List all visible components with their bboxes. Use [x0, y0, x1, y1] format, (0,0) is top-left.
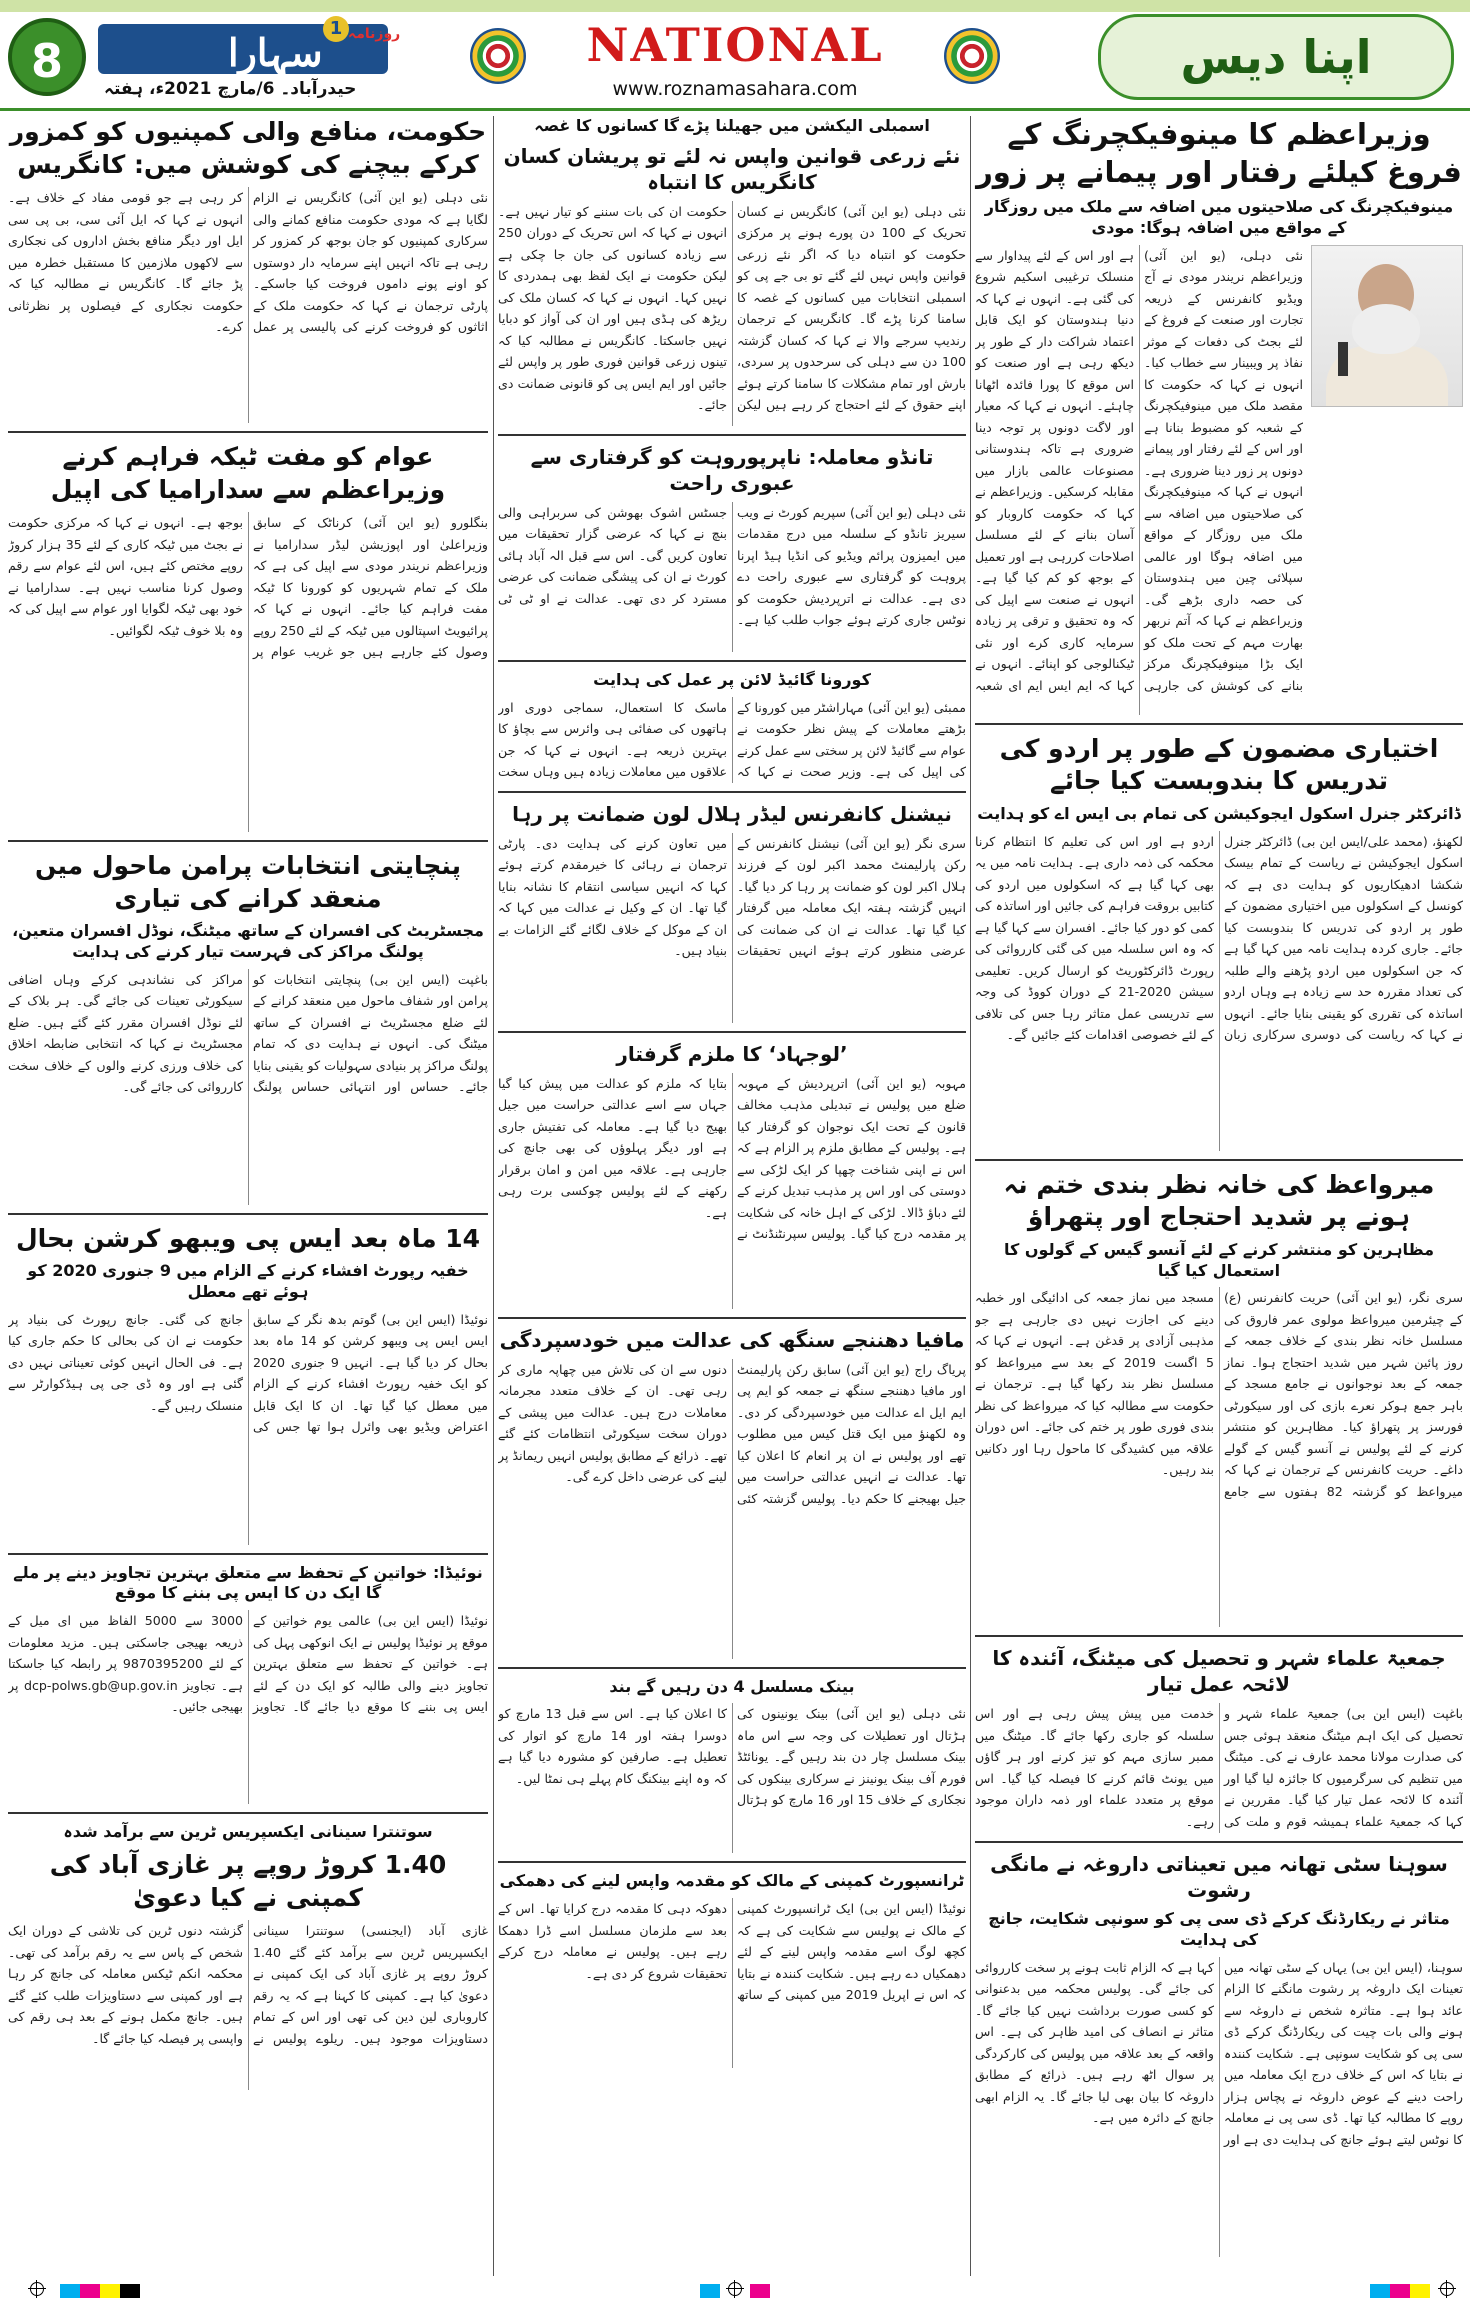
website-url: www.roznamasahara.com — [612, 78, 858, 100]
page-number: 8 — [8, 18, 86, 96]
article-separator — [8, 1553, 488, 1555]
masthead-rule — [0, 108, 1470, 111]
headline: میرواعظ کی خانہ نظر بندی ختم نہ ہونے پر شدید احتجاج اور پتھراؤ — [1003, 1169, 1435, 1232]
headline: سوہنا سٹی تھانہ میں تعیناتی داروغہ نے مانگی رشوت — [990, 1852, 1448, 1903]
middle-column — [498, 116, 966, 2076]
section-title-urdu: اپنا دیس — [1098, 14, 1454, 100]
article-separator — [8, 840, 488, 842]
subheadline: مینوفیکچرنگ کی صلاحیتوں میں اضافہ سے ملک میں روزگار کے مواقع میں اضافہ ہوگا: مودی — [984, 197, 1454, 238]
article-separator — [975, 723, 1463, 725]
newspaper-logo — [8, 14, 401, 104]
article-noida-sp-one-day — [8, 1563, 488, 1805]
masthead — [0, 0, 1470, 110]
print-registration-strip — [0, 2278, 1470, 2302]
registration-mark-icon — [30, 2282, 44, 2296]
headline: عوام کو مفت ٹیکہ فراہم کرنے وزیراعظم سے سدارامیا کی اپیل — [50, 442, 446, 504]
headline: بینک مسلسل 4 دن رہیں گے بند — [609, 1676, 855, 1696]
article-mirwaiz-protest — [975, 1169, 1463, 1628]
headline: اختیاری مضمون کے طور پر اردو کی تدریس کا بندوبست کیا جائے — [999, 733, 1439, 796]
headline: کورونا گائیڈ لائن پر عمل کی ہدایت — [593, 669, 871, 689]
color-bar-black — [120, 2284, 140, 2298]
color-bar-yellow — [100, 2284, 120, 2298]
color-bar-yellow — [1410, 2284, 1430, 2298]
color-bar-magenta — [750, 2284, 770, 2298]
article-congress-companies — [8, 116, 488, 423]
headline: 14 ماہ بعد ایس پی ویبھو کرشن بحال — [15, 1223, 481, 1253]
article-body: نئی دہلی، (یو این آئی) وزیراعظم نریندر مودی نے آج ویڈیو کانفرنس کے ذریعہ تجارت اور صنعت کے فروغ کے لئے بجٹ کی دفعات کے موثر نفاذ پر ویبینار سے خطاب کیا۔ انہوں نے کہا کہ حکومت کا مقصد ملک میں مینوفیکچرنگ کے شعبہ کو مضبوط بنانا ہے اور اس کے لئے رفتار اور پیمانے دونوں پر زور دینا ضروری ہے۔ انہوں نے کہا کہ مینوفیکچرنگ کی صلاحیتوں میں اضافہ سے ملک میں روزگار کے مواقع میں اضافہ ہوگا اور عالمی سپلائی چین میں ہندوستان کی حصہ داری بڑھے گی۔ وزیراعظم نے کہا کہ آتم نربھر بھارت مہم کے تحت ملک کو ایک بڑا مینوفیکچرنگ مرکز بنانے کی کوشش کی جارہی ہے اور اس کے لئے پیداوار سے منسلک ترغیبی اسکیم شروع کی گئی ہے۔ انہوں نے کہا کہ دنیا ہندوستان کو ایک قابل اعتماد شراکت دار کے طور پر دیکھ رہی ہے اور صنعت کو اس موقع کا پورا فائدہ اٹھانا چاہئے۔ انہوں نے کہا کہ معیار اور لاگت دونوں پر توجہ دینا ضروری ہے تاکہ ہندوستانی مصنوعات عالمی بازار میں مقابلہ کرسکیں۔ وزیراعظم نے کہا کہ حکومت کاروبار کو آسان بنانے کے لئے مسلسل اصلاحات کررہی ہے اور تعمیل کے بوجھ کو کم کیا گیا ہے۔ انہوں نے صنعت سے اپیل کی کہ وہ تحقیق و ترقی پر زیادہ سرمایہ کاری کرے اور نئی ٹیکنالوجی کو اپنائے۔ انہوں نے کہا کہ ایم ایس ایم ای شعبہ — [975, 247, 1303, 693]
article-separator — [975, 1635, 1463, 1637]
headline: حکومت، منافع والی کمپنیوں کو کمزور کرکے بیچنے کی کوشش میں: کانگریس — [9, 117, 487, 179]
subheadline: مجسٹریٹ کی افسران کے ساتھ میٹنگ، نوڈل افسران متعین، پولنگ مراکز کی فہرست تیار کرنے کی ہدایت — [12, 921, 484, 961]
subheadline: خفیہ رپورٹ افشاء کرنے کے الزام میں 9 جنوری 2020 کو ہوئے تھے معطل — [27, 1261, 469, 1301]
section-title-english: NATIONAL — [586, 18, 884, 72]
headline: 1.40 کروڑ روپے پر غازی آباد کی کمپنی نے کیا دعویٰ — [49, 1850, 447, 1912]
article-separator — [498, 434, 966, 436]
brand-bar — [98, 18, 401, 75]
modi-photo — [1311, 245, 1463, 407]
article-love-jihad — [498, 1041, 966, 1309]
article-body: لکھنؤ، (محمد علی/ایس این بی) ڈائرکٹر جنرل اسکول ایجوکیشن نے ریاست کے تمام بیسک شکشا ادھیکاریوں کو ہدایت دی ہے کہ کونسل کے اسکولوں میں اختیاری مضمون کے طور پر اردو کی تدریس کا بندوبست کیا جائے۔ جاری کردہ ہدایت نامہ میں کہا گیا ہے کہ جن اسکولوں میں اردو پڑھنے والے طلبہ کی تعداد مقررہ حد سے زیادہ ہے وہاں اردو اساتذہ کی تقرری کو یقینی بنایا جائے۔ انہوں نے کہا کہ ریاست کی دوسری سرکاری زبان اردو ہے اور اس کی تعلیم کا انتظام کرنا محکمہ کی ذمہ داری ہے۔ ہدایت نامہ میں یہ بھی کہا گیا ہے کہ اسکولوں میں اردو کی کتابیں بروقت فراہم کی جائیں اور اساتذہ کی کمی کو دور کیا جائے۔ افسران سے کہا گیا ہے کہ وہ اس سلسلہ میں کی گئی کارروائی کی رپورٹ ڈائرکٹوریٹ کو ارسال کریں۔ تعلیمی سیشن 2020-21 کے دوران کووڈ کی وجہ سے تدریسی عمل متاثر رہا جس کی تلافی کے لئے خصوصی اقدامات کئے جائیں گے۔ — [975, 833, 1463, 1043]
article-body: نئی دہلی (یو این آئی) بینک یونینوں کی ہڑتال اور تعطیلات کی وجہ سے اس ماہ بینک مسلسل چار دن بند رہیں گے۔ یونائٹڈ فورم آف بینک یونینز نے سرکاری بینکوں کی نجکاری کے خلاف 15 اور 16 مارچ کو ہڑتال کا اعلان کیا ہے۔ اس سے قبل 13 مارچ کو دوسرا ہفتہ اور 14 مارچ کو اتوار کی تعطیل ہے۔ صارفین کو مشورہ دیا گیا ہے کہ وہ اپنے بینکنگ کام پہلے ہی نمٹا لیں۔ — [498, 1706, 966, 1808]
rosette-icon-left — [470, 28, 526, 84]
logo-one-badge: 1 — [323, 16, 349, 42]
article-panchayat-elections — [8, 850, 488, 1205]
brand-tag: روزنامہ — [348, 26, 401, 42]
article-bank-closed — [498, 1677, 966, 1854]
article-separator — [498, 1667, 966, 1669]
article-dhananjay-singh — [498, 1327, 966, 1659]
article-body: نوئیڈا (ایس این بی) ایک ٹرانسپورٹ کمپنی کے مالک نے پولیس سے شکایت کی ہے کہ کچھ لوگ اسے مقدمہ واپس لینے کے لئے دھمکیاں دے رہے ہیں۔ شکایت کنندہ نے بتایا کہ اس نے اپریل 2019 میں کمپنی کے ساتھ دھوکہ دہی کا مقدمہ درج کرایا تھا۔ اس کے بعد سے ملزمان مسلسل اسے ڈرا دھمکا رہے ہیں۔ پولیس نے معاملہ درج کرکے تحقیقات شروع کر دی ہے۔ — [498, 1901, 966, 2003]
left-column — [8, 116, 488, 2098]
article-separator — [8, 431, 488, 433]
article-vaibhav-krishna — [8, 1223, 488, 1545]
article-separator — [975, 1159, 1463, 1161]
headline: پنچایتی انتخابات پرامن ماحول میں منعقد کرانے کی تیاری — [34, 851, 462, 913]
article-sohna-bribe — [975, 1851, 1463, 2257]
color-bar-cyan — [1370, 2284, 1390, 2298]
article-separator — [498, 1861, 966, 1863]
microphone-icon — [1338, 342, 1348, 376]
registration-mark-icon — [728, 2282, 742, 2296]
color-bar-magenta — [80, 2284, 100, 2298]
article-train-cash — [8, 1822, 488, 2090]
article-body: نئی دہلی (یو این آئی) کانگریس نے کسان تحریک کے 100 دن پورے ہونے پر مرکزی حکومت کو انتباہ دیا کہ اگر نئے زرعی قوانین واپس نہیں لئے گئے تو بی جے پی کو اسمبلی انتخابات میں کسانوں کے غصہ کا سامنا کرنا پڑے گا۔ کانگریس کے ترجمان رندیپ سرجے والا نے کہا کہ کسان گزشتہ 100 دن سے دہلی کی سرحدوں پر سردی، بارش اور تمام مشکلات کا سامنا کرتے ہوئے اپنے حقوق کے لئے احتجاج کر رہے ہیں لیکن حکومت ان کی بات سننے کو تیار نہیں ہے۔ انہوں نے کہا کہ اس تحریک کے دوران 250 سے زیادہ کسانوں کی جان جا چکی ہے لیکن حکومت نے ایک لفظ بھی ہمدردی کا نہیں کہا۔ انہوں نے کہا کہ کسان ملک کی ریڑھ کی ہڈی ہیں اور ان کی آواز کو دبایا نہیں جاسکتا۔ کانگریس نے مطالبہ کیا کہ تینوں زرعی قوانین فوری طور پر واپس لئے جائیں اور ایم ایس پی کو قانونی ضمانت دی جائے۔ — [498, 203, 966, 413]
article-separator — [498, 1031, 966, 1033]
article-farmers-congress — [498, 116, 966, 426]
dateline: حیدرآباد۔ 6/مارچ 2021ء، ہفتہ — [104, 79, 357, 99]
article-body: سری نگر (یو این آئی) نیشنل کانفرنس کے رکن پارلیمنٹ محمد اکبر لون کے فرزند ہلال اکبر لون کو ضمانت پر رہا کر دیا گیا۔ انہیں گزشتہ ہفتہ ایک معاملہ میں گرفتار کیا گیا تھا۔ عدالت نے ان کی ضمانت کی عرضی منظور کرتے ہوئے انہیں تحقیقات میں تعاون کرنے کی ہدایت دی۔ پارٹی ترجمان نے رہائی کا خیرمقدم کرتے ہوئے کہا کہ انہیں سیاسی انتقام کا نشانہ بنایا گیا تھا۔ ان کے وکیل نے عدالت میں کہا کہ ان کے موکل کے خلاف لگائے گئے الزامات بے بنیاد ہیں۔ — [498, 835, 966, 959]
article-body: نئی دہلی (یو این آئی) سپریم کورٹ نے ویب سیریز تانڈو کے سلسلہ میں درج مقدمات میں ایمیزون پرائم ویڈیو کی انڈیا ہیڈ اپرنا پروہت کو گرفتاری سے عبوری راحت دے دی ہے۔ عدالت نے اترپردیش حکومت کو نوٹس جاری کرتے ہوئے جواب طلب کیا ہے۔ جسٹس اشوک بھوشن کی سربراہی والی بنچ نے کہا کہ عرضی گزار تحقیقات میں تعاون کریں گی۔ اس سے قبل الہ آباد ہائی کورٹ نے ان کی پیشگی ضمانت کی عرضی مسترد کر دی تھی۔ عدالت نے او ٹی ٹی — [498, 504, 966, 628]
column-divider — [970, 116, 971, 2276]
registration-mark-icon — [1440, 2282, 1454, 2296]
color-bar-magenta — [1390, 2284, 1410, 2298]
headline: وزیراعظم کا مینوفیکچرنگ کے فروغ کیلئے رفتار اور پیمانے پر زور — [976, 117, 1462, 189]
article-body: باغپت (ایس این بی) جمعیۃ علماء شہر و تحصیل کی ایک اہم میٹنگ منعقد ہوئی جس کی صدارت مولانا محمد عارف نے کی۔ میٹنگ میں تنظیم کی سرگرمیوں کا جائزہ لیا گیا اور آئندہ کا لائحہ عمل تیار کیا گیا۔ مقررین نے کہا کہ جمعیۃ علماء ہمیشہ قوم و ملت کی خدمت میں پیش پیش رہی ہے اور اس سلسلہ کو جاری رکھا جائے گا۔ میٹنگ میں ممبر سازی مہم کو تیز کرنے اور ہر گاؤں میں یونٹ قائم کرنے کا فیصلہ کیا گیا۔ اس موقع پر متعدد علماء اور ذمہ داران موجود رہے۔ — [975, 1706, 1463, 1829]
masthead-top-strip — [0, 0, 1470, 12]
headline: جمعیۃ علماء شہر و تحصیل کی میٹنگ، آئندہ کا لائحہ عمل تیار — [992, 1646, 1446, 1697]
article-body: بنگلورو (یو این آئی) کرناٹک کے سابق وزیراعلیٰ اور اپوزیشن لیڈر سدارامیا نے وزیراعظم نریندر مودی سے اپیل کی ہے کہ ملک کے تمام شہریوں کو کورونا کا ٹیکہ مفت فراہم کیا جائے۔ انہوں نے کہا کہ پرائیویٹ اسپتالوں میں ٹیکہ کے لئے 250 روپے وصول کئے جارہے ہیں جو غریب عوام پر بوجھ ہے۔ انہوں نے کہا کہ مرکزی حکومت نے بجٹ میں ٹیکہ کاری کے لئے 35 ہزار کروڑ روپے مختص کئے ہیں، اس لئے عوام سے رقم وصول کرنا مناسب نہیں ہے۔ سدارامیا نے خود بھی ٹیکہ لگوایا اور عوام سے اپیل کی کہ وہ بلا خوف ٹیکہ لگوائیں۔ — [8, 515, 488, 659]
article-jamiat-meeting — [975, 1645, 1463, 1833]
article-separator — [8, 1213, 488, 1215]
article-body: سری نگر، (یو این آئی) حریت کانفرنس (ع) کے چیئرمین میرواعظ مولوی عمر فاروق کی مسلسل خانہ نظر بندی کے خلاف جمعہ کے روز پائین شہر میں شدید احتجاج ہوا۔ نماز جمعہ کے بعد نوجوانوں نے جامع مسجد کے باہر جمع ہوکر نعرے بازی کی اور سیکورٹی فورسز پر پتھراؤ کیا۔ مظاہرین کو منتشر کرنے کے لئے پولیس نے آنسو گیس کے گولے داغے۔ حریت کانفرنس کے ترجمان نے کہا کہ میرواعظ کو گزشتہ 82 ہفتوں سے جامع مسجد میں نماز جمعہ کی ادائیگی اور خطبہ دینے کی اجازت نہیں دی جارہی ہے جو مذہبی آزادی پر قدغن ہے۔ انہوں نے کہا کہ 5 اگست 2019 کے بعد سے میرواعظ کو مسلسل نظر بند رکھا گیا ہے۔ ترجمان نے حکومت سے مطالبہ کیا کہ میرواعظ کی نظر بندی فوری طور پر ختم کی جائے۔ اس دوران علاقہ میں کشیدگی کا ماحول رہا اور دکانیں بند رہیں۔ — [975, 1290, 1463, 1499]
headline: نوئیڈا: خواتین کے تحفظ سے متعلق بہترین تجاویز دینے پر ملے گا ایک دن کا ایس پی بننے کا موقع — [13, 1562, 483, 1603]
article-body: باغپت (ایس این بی) پنچایتی انتخابات کو پرامن اور شفاف ماحول میں منعقد کرانے کے لئے ضلع مجسٹریٹ نے افسران کے ساتھ میٹنگ کی۔ انہوں نے ہدایت دی کہ تمام پولنگ مراکز پر بنیادی سہولیات کو یقینی بنایا جائے۔ حساس اور انتہائی حساس پولنگ مراکز کی نشاندہی کرکے وہاں اضافی سیکورٹی تعینات کی جائے گی۔ ہر بلاک کے لئے نوڈل افسران مقرر کئے گئے ہیں۔ ضلع مجسٹریٹ نے کہا کہ انتخابی ضابطہ اخلاق کی خلاف ورزی کرنے والوں کے خلاف سخت کارروائی کی جائے گی۔ — [8, 971, 488, 1095]
headline: مافیا دھننجے سنگھ کی عدالت میں خودسپردگی — [499, 1327, 965, 1352]
article-body: مہوبہ (یو این آئی) اترپردیش کے مہوبہ ضلع میں پولیس نے تبدیلی مذہب مخالف قانون کے تحت ایک نوجوان کو گرفتار کیا ہے۔ پولیس کے مطابق ملزم پر الزام ہے کہ اس نے اپنی شناخت چھپا کر ایک لڑکی سے دوستی کی اور اس پر مذہب تبدیل کرنے کے لئے دباؤ ڈالا۔ لڑکی کے اہل خانہ کی شکایت پر مقدمہ درج کیا گیا۔ پولیس سپرنٹنڈنٹ نے بتایا کہ ملزم کو عدالت میں پیش کیا گیا جہاں سے اسے عدالتی حراست میں جیل بھیج دیا گیا ہے۔ معاملہ کی تفتیش جاری ہے اور دیگر پہلوؤں کی بھی جانچ کی جارہی ہے۔ علاقہ میں امن و امان برقرار رکھنے کے لئے پولیس چوکسی برت رہی ہے۔ — [498, 1075, 966, 1242]
article-modi-manufacturing — [975, 116, 1463, 715]
subheadline: متاثر نے ریکارڈنگ کرکے ڈی سی پی کو سونپی شکایت، جانچ کی ہدایت — [988, 1909, 1450, 1950]
article-tandav — [498, 444, 966, 652]
kicker: اسمبلی الیکشن میں جھیلنا پڑے گا کسانوں کا غصہ — [534, 116, 930, 135]
article-body: نئی دہلی (یو این آئی) کانگریس نے الزام لگایا ہے کہ مودی حکومت منافع کمانے والی سرکاری کمپنیوں کو جان بوجھ کر کمزور کر رہی ہے تاکہ انہیں اپنے سرمایہ دار دوستوں کو اونے پونے داموں فروخت کیا جاسکے۔ پارٹی ترجمان نے کہا کہ حکومت ملک کے اثاثوں کو فروخت کرنے کی پالیسی پر عمل کر رہی ہے جو قومی مفاد کے خلاف ہے۔ انہوں نے کہا کہ ایل آئی سی، بی پی سی ایل اور دیگر منافع بخش اداروں کی نجکاری سے لاکھوں ملازمین کا مستقبل خطرہ میں پڑ جائے گا۔ کانگریس نے مطالبہ کیا کہ حکومت نجکاری کے فیصلوں پر نظرثانی کرے۔ — [8, 190, 488, 334]
column-divider — [493, 116, 494, 2276]
article-separator — [8, 1812, 488, 1814]
headline: ’لوجہاد‘ کا ملزم گرفتار — [616, 1041, 848, 1066]
headline: نئے زرعی قوانین واپس نہ لئے تو پریشان کسان کانگریس کا انتباہ — [503, 143, 961, 194]
subheadline: مظاہرین کو منتشر کرنے کے لئے آنسو گیس کے گولوں کا استعمال کیا گیا — [1004, 1239, 1434, 1280]
headline: نیشنل کانفرنس لیڈر ہلال لون ضمانت پر رہا — [512, 801, 952, 826]
color-bar-cyan — [700, 2284, 720, 2298]
headline: ٹرانسپورٹ کمپنی کے مالک کو مقدمہ واپس لینے کی دھمکی — [499, 1871, 965, 1891]
article-separator — [975, 1841, 1463, 1843]
article-separator — [498, 660, 966, 662]
subheadline: ڈائرکٹر جنرل اسکول ایجوکیشن کی تمام بی ایس اے کو ہدایت — [977, 803, 1461, 823]
article-separator — [498, 791, 966, 793]
article-body: سوہنا، (ایس این بی) یہاں کے سٹی تھانہ میں تعینات ایک داروغہ پر رشوت مانگنے کا الزام عائد ہوا ہے۔ متاثرہ شخص نے داروغہ سے ہونے والی بات چیت کی ریکارڈنگ کرکے ڈی سی پی کو شکایت سونپی ہے۔ شکایت کنندہ نے بتایا کہ اس کے خلاف درج ایک معاملہ میں راحت دینے کے عوض داروغہ نے پچاس ہزار روپے کا مطالبہ کیا تھا۔ ڈی سی پی نے معاملہ کا نوٹس لیتے ہوئے جانچ کی ہدایت دی ہے اور کہا ہے کہ الزام ثابت ہونے پر سخت کارروائی کی جائے گی۔ پولیس محکمہ میں بدعنوانی کو کسی صورت برداشت نہیں کیا جائے گا۔ متاثر نے انصاف کی امید ظاہر کی ہے۔ اس واقعہ کے بعد علاقہ میں پولیس کی کارکردگی پر سوال اٹھ رہے ہیں۔ ذرائع کے مطابق داروغہ کا بیان بھی لیا جائے گا۔ یہ الزام ابھی جانچ کے دائرہ میں ہے۔ — [975, 1959, 1463, 2147]
kicker: سوتنترا سینانی ایکسپریس ٹرین سے برآمد شدہ — [63, 1822, 433, 1842]
brand-name: سہارا — [228, 30, 323, 75]
article-body: غازی آباد (ایجنسی) سوتنترا سینانی ایکسپریس ٹرین سے برآمد کئے گئے 1.40 کروڑ روپے پر غازی آباد کی ایک کمپنی نے دعویٰ کیا ہے۔ کمپنی کا کہنا ہے کہ یہ رقم کاروباری لین دین کی تھی اور اس کے تمام دستاویزات موجود ہیں۔ ریلوے پولیس نے گزشتہ دنوں ٹرین کی تلاشی کے دوران ایک شخص کے پاس سے یہ رقم برآمد کی تھی۔ محکمہ انکم ٹیکس معاملہ کی جانچ کر رہا ہے اور کمپنی سے دستاویزات طلب کئے گئے ہیں۔ جانچ مکمل ہونے کے بعد ہی رقم کی واپسی پر فیصلہ کیا جائے گا۔ — [8, 1923, 488, 2046]
article-separator — [498, 1317, 966, 1319]
article-body: ممبئی (یو این آئی) مہاراشٹر میں کورونا کے بڑھتے معاملات کے پیش نظر حکومت نے عوام سے گائیڈ لائن پر سختی سے عمل کرنے کی اپیل کی ہے۔ وزیر صحت نے کہا کہ ماسک کا استعمال، سماجی دوری اور ہاتھوں کی صفائی ہی وائرس سے بچاؤ کا بہترین ذریعہ ہے۔ انہوں نے کہا کہ جن علاقوں میں معاملات زیادہ ہیں وہاں سخت — [498, 699, 966, 780]
article-body: پریاگ راج (یو این آئی) سابق رکن پارلیمنٹ اور مافیا دھننجے سنگھ نے جمعہ کو ایم پی ایم ایل اے عدالت میں خودسپردگی کر دی۔ وہ لکھنؤ میں ایک قتل کیس میں مطلوب تھے اور پولیس نے ان پر انعام کا اعلان کیا تھا۔ عدالت نے انہیں عدالتی حراست میں جیل بھیجنے کا حکم دیا۔ پولیس گزشتہ کئی دنوں سے ان کی تلاش میں چھاپہ ماری کر رہی تھی۔ ان کے خلاف متعدد مجرمانہ معاملات درج ہیں۔ عدالت میں پیشی کے دوران سخت سیکورٹی انتظامات کئے گئے تھے۔ ذرائع کے مطابق پولیس انہیں ریمانڈ پر لینے کی عرضی داخل کرے گی۔ — [498, 1361, 966, 1506]
article-body: نوئیڈا (ایس این بی) گوتم بدھ نگر کے سابق ایس ایس پی ویبھو کرشن کو 14 ماہ بعد بحال کر دیا گیا ہے۔ انہیں 9 جنوری 2020 کو ایک خفیہ رپورٹ افشاء کرنے کے الزام میں معطل کیا گیا تھا۔ ان کا ایک قابل اعتراض ویڈیو بھی وائرل ہوا تھا جس کی جانچ کی گئی۔ جانچ رپورٹ کی بنیاد پر حکومت نے ان کی بحالی کا حکم جاری کیا ہے۔ فی الحال انہیں کوئی تعیناتی نہیں دی گئی ہے اور وہ ڈی جی پی ہیڈکوارٹر سے منسلک رہیں گے۔ — [8, 1311, 488, 1435]
headline: تانڈو معاملہ: ناپرپوروہت کو گرفتاری سے عبوری راحت — [530, 444, 934, 495]
color-bar-cyan — [60, 2284, 80, 2298]
article-transport-threat — [498, 1871, 966, 2068]
article-corona-guideline — [498, 670, 966, 783]
right-column — [975, 116, 1463, 2265]
rosette-icon-right — [944, 28, 1000, 84]
article-hilal-lone — [498, 801, 966, 1023]
article-siddaramaiah-vaccine — [8, 441, 488, 832]
article-urdu-teaching — [975, 733, 1463, 1151]
article-body: نوئیڈا (ایس این بی) عالمی یوم خواتین کے موقع پر نوئیڈا پولیس نے ایک انوکھی پہل کی ہے۔ خواتین کے تحفظ سے متعلق بہترین تجاویز دینے والی طالبہ کو ایک دن کے لئے ایس پی بننے کا موقع دیا جائے گا۔ تجاویز 3000 سے 5000 الفاظ میں ای میل کے ذریعہ بھیجی جاسکتی ہیں۔ مزید معلومات کے لئے 9870395200 پر رابطہ کیا جاسکتا ہے۔ تجاویز dcp-polws.gb@up.gov.in پر بھیجی جائیں۔ — [8, 1613, 488, 1715]
